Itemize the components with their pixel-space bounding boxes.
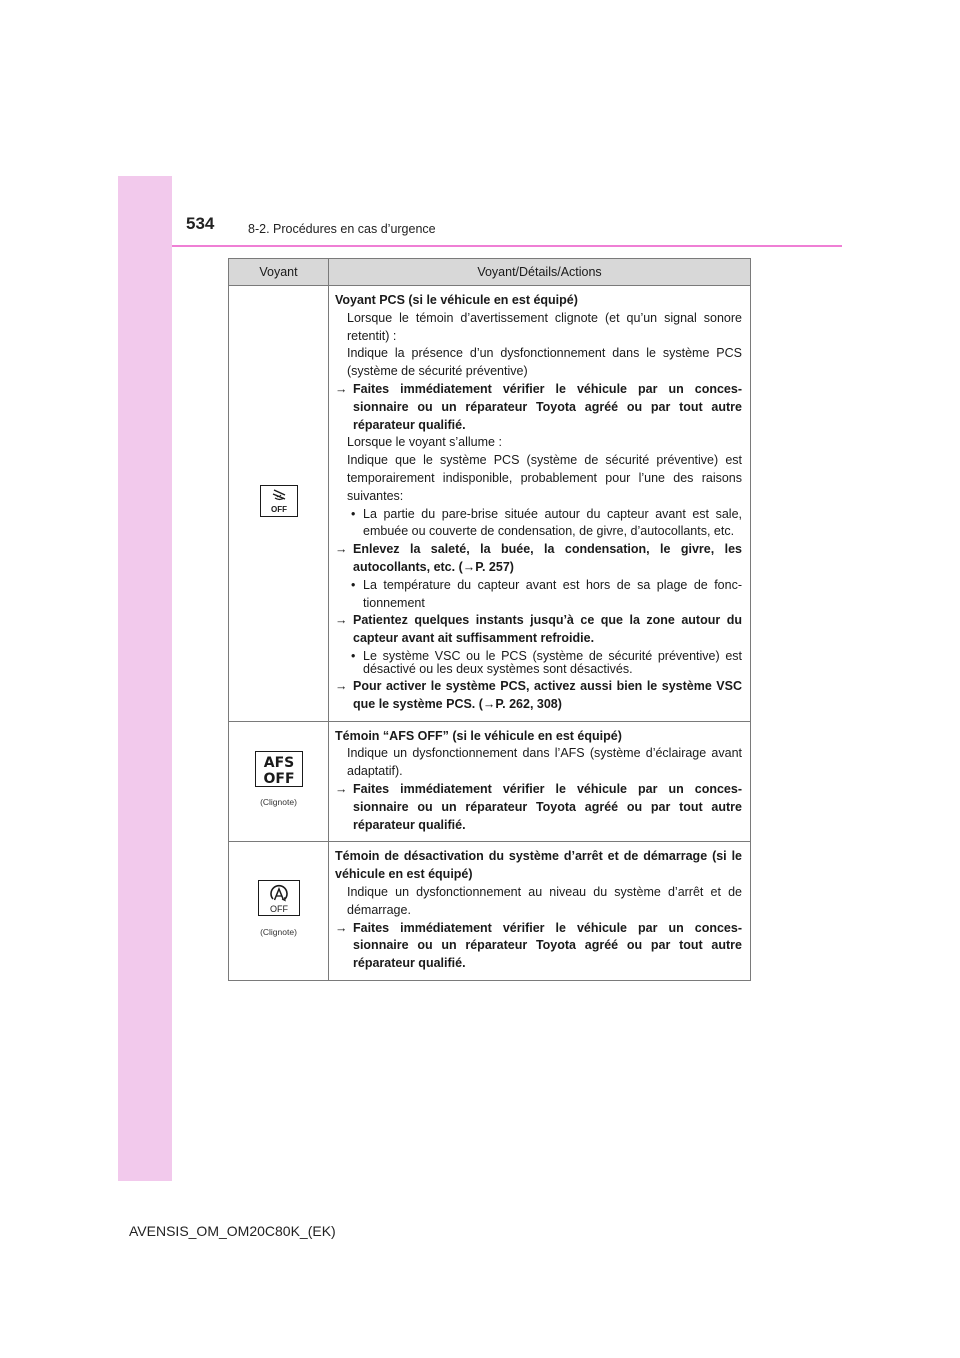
page-number: 534: [186, 214, 215, 233]
row-title: Témoin “AFS OFF” (si le véhicule en est équipé): [335, 728, 622, 743]
pcs-off-icon: [260, 485, 298, 517]
section-title: 8-2. Procédures en cas d’urgence: [248, 222, 436, 236]
arrow-icon: →: [335, 920, 348, 935]
table-row: [229, 842, 751, 981]
detail-text: Indique la présence d’un dysfonctionnement dans le système PCS (système de sécurité préventive): [347, 346, 742, 379]
detail-text: Lorsque le voyant s’allume :: [347, 435, 502, 450]
arrow-icon: →: [335, 613, 348, 628]
afs-label: AFS: [263, 754, 294, 771]
table-row: [229, 721, 751, 842]
table-row: [229, 286, 751, 722]
bullet-item: • La partie du pare-brise située autour du capteur avant est sale, embuée ou couverte de condensation, de givre, d’autocollants, etc.: [351, 506, 742, 539]
bullet-icon: •: [351, 648, 356, 663]
detail-text: Indique un dysfonctionnement au niveau du système d’arrêt et de démarrage.: [347, 884, 742, 917]
action-text: → Faites immédiatement vérifier le véhicule par un conces-sionnaire ou un réparateur Toyota agréé ou par tout autre réparateur qualifié.: [335, 381, 742, 432]
action-text: → Enlevez la saleté, la buée, la condensation, le givre, les autocollants, etc. (→P. 257): [335, 542, 742, 574]
afs-off-icon: [255, 751, 303, 787]
stop-start-off-label: OFF: [269, 904, 288, 915]
icon-cell: [229, 842, 329, 981]
arrow-icon: →: [335, 542, 348, 557]
header-rule: [172, 245, 842, 247]
column-header-details: Voyant/Détails/Actions: [329, 259, 751, 286]
column-header-voyant: Voyant: [229, 259, 329, 286]
action-text: → Faites immédiatement vérifier le véhicule par un conces-sionnaire ou un réparateur Toyota agréé ou par tout autre réparateur qualifié.: [335, 920, 742, 971]
side-tab-band: [118, 176, 172, 1181]
bullet-item: • La température du capteur avant est hors de sa plage de fonc-tionnement: [351, 577, 742, 610]
stop-start-off-icon: [258, 880, 300, 916]
pcs-off-label: OFF: [270, 504, 287, 514]
action-text: → Pour activer le système PCS, activez aussi bien le système VSC que le système PCS. (→P. 262, 308): [335, 678, 742, 711]
afs-off-label: OFF: [262, 770, 295, 786]
details-cell: [329, 842, 751, 981]
arrow-icon: →: [335, 678, 348, 693]
table-header-row: [229, 259, 751, 286]
detail-text: Indique que le système PCS (système de sécurité préventive) est temporairement indisponible, probablement pour l’une des raisons suivantes:: [347, 453, 742, 503]
row-title: Voyant PCS (si le véhicule en est équipé): [335, 293, 578, 307]
document-code: AVENSIS_OM_OM20C80K_(EK): [129, 1223, 336, 1239]
icon-cell: [229, 721, 329, 842]
details-cell: [329, 721, 751, 842]
details-cell: [329, 286, 751, 722]
arrow-icon: →: [335, 781, 348, 796]
detail-text: Lorsque le témoin d’avertissement clignote (et qu’un signal sonore retentit) :: [347, 310, 742, 343]
action-text: → Patientez quelques instants jusqu’à ce que la zone autour du capteur avant ait suffisamment refroidie.: [335, 613, 742, 646]
bullet-icon: •: [351, 577, 356, 592]
row-title: Témoin de désactivation du système d’arrêt et de démarrage (si le véhicule en est équipé): [335, 849, 742, 882]
bullet-item: • Le système VSC ou le PCS (système de sécurité préventive) est désactivé ou les deux systèmes sont désactivés.: [351, 648, 742, 676]
icon-caption: (Clignote): [260, 927, 297, 938]
action-text: → Faites immédiatement vérifier le véhicule par un conces-sionnaire ou un réparateur Toyota agréé ou par tout autre réparateur qualifié.: [335, 781, 742, 832]
bullet-icon: •: [351, 506, 356, 521]
detail-text: Indique un dysfonctionnement dans l’AFS (système d’éclairage avant adaptatif).: [347, 746, 742, 779]
warning-lights-table: [228, 258, 751, 981]
icon-caption: (Clignote): [260, 797, 297, 808]
arrow-icon: →: [335, 381, 348, 396]
icon-cell: [229, 286, 329, 722]
